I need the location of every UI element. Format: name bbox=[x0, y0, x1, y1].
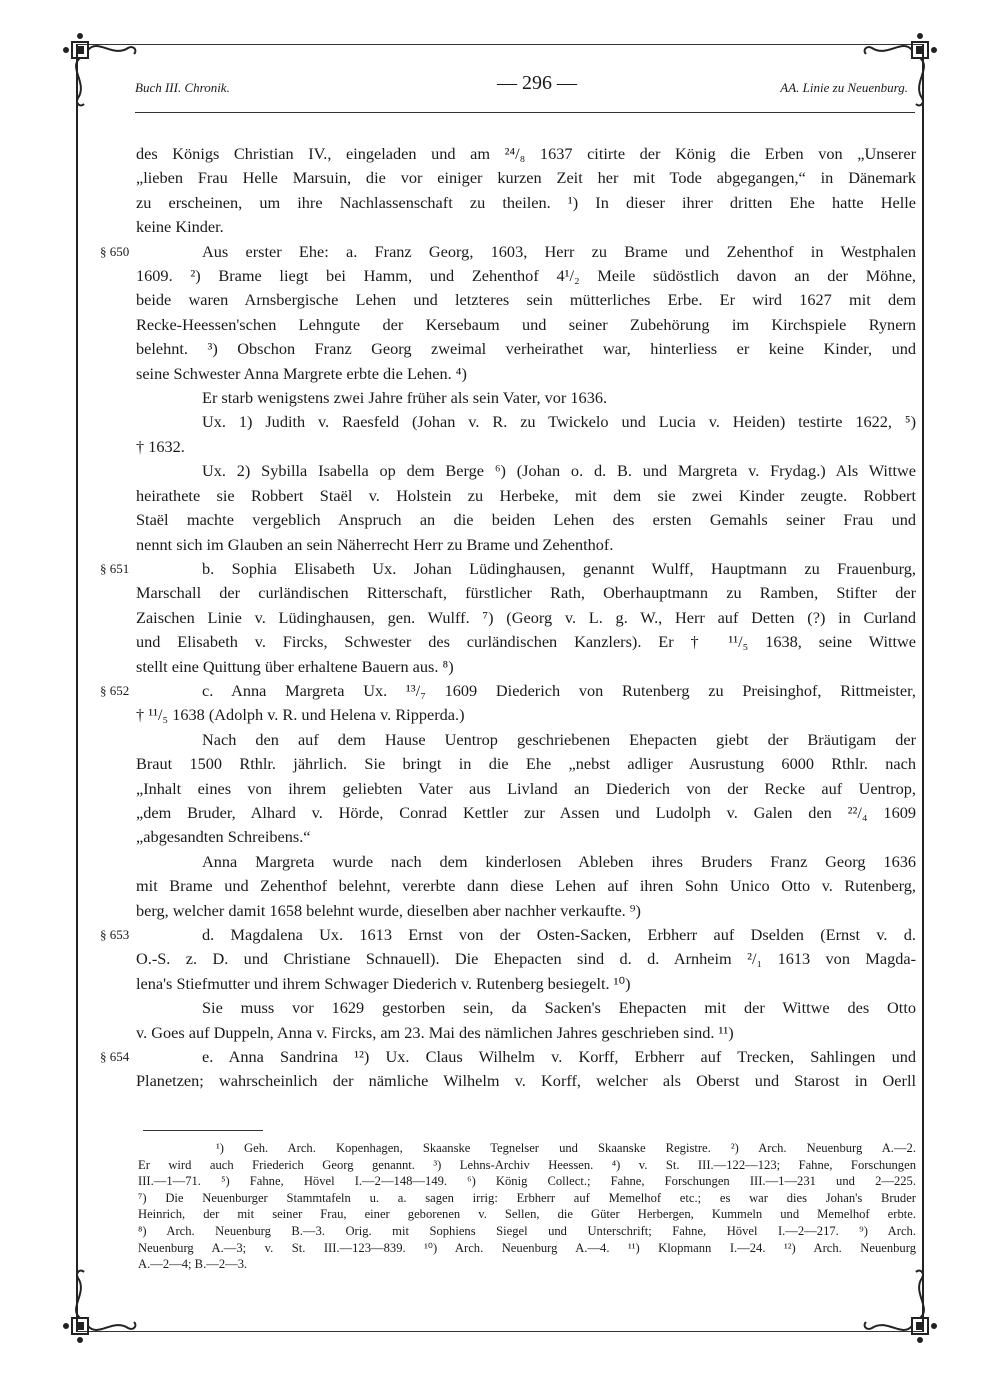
paragraph bbox=[136, 386, 916, 410]
footnote-line: Heinrich, der mit seiner Frau, einer geborenen v. Sellen, die Güter Herbergen, Kummeln und Memelhof erbte. bbox=[138, 1207, 916, 1222]
footnotes bbox=[138, 1140, 916, 1273]
paragraph-muss bbox=[136, 996, 916, 1045]
text-line: v. Goes auf Duppeln, Anna v. Fircks, am 23. Mai des nämlichen Jahres geschrieben sind. ¹¹) bbox=[136, 1022, 734, 1042]
paragraph-ux1 bbox=[136, 410, 916, 459]
text-line: Ux. 1) Judith v. Raesfeld (Johan v. R. zu Twickelo und Lucia v. Heiden) testirte 1622, ⁵) bbox=[202, 412, 916, 432]
text-line: Er starb wenigstens zwei Jahre früher als sein Vater, vor 1636. bbox=[202, 388, 608, 408]
footnote-line: ¹) Geh. Arch. Kopenhagen, Skaanske Tegnelser und Skaanske Registre. ²) Arch. Neuenburg A.—2. bbox=[216, 1141, 916, 1155]
text-line: „dem Bruder, Alhard v. Hörde, Conrad Kettler zur Assen und Ludolph v. Galen den ²²/₄ 1609 bbox=[136, 802, 916, 822]
text-line: Ux. 2) Sybilla Isabella op dem Berge ⁶) (Johan o. d. B. und Margreta v. Frydag.) Als Wittwe bbox=[202, 461, 916, 481]
section-652 bbox=[100, 679, 916, 728]
text-line: Staël machte vergeblich Anspruch an die beiden Lehen des ersten Gemahls seiner Frau und bbox=[136, 510, 916, 530]
section-651 bbox=[100, 557, 916, 679]
text-line: 1609. ²) Brame liegt bei Hamm, und Zehenthof 4¹/₂ Meile südöstlich davon an der Möhne, bbox=[136, 266, 916, 286]
footnote-line: Er wird auch Friederich Georg genannt. ³) Lehns-Archiv Heessen. ⁴) v. St. III.—122—123; Fahne, Forschungen bbox=[138, 1157, 916, 1172]
section-654 bbox=[100, 1045, 916, 1094]
paragraph bbox=[136, 142, 916, 240]
footnote-line: Neuenburg A.—3; v. St. III.—123—839. ¹⁰) Arch. Neuenburg A.—4. ¹¹) Klopmann I.—24. ¹²) Arch. Neuenburg bbox=[138, 1240, 916, 1255]
text-line: stellt eine Quittung über erhaltene Bauern aus. ⁸) bbox=[136, 656, 454, 676]
text-line: berg, welcher damit 1658 belehnt wurde, dieselben aber nachher verkaufte. ⁹) bbox=[136, 900, 641, 920]
text-line: c. Anna Margreta Ux. ¹³/₇ 1609 Diederich von Rutenberg zu Preisinghof, Rittmeister, bbox=[202, 680, 916, 700]
section-650 bbox=[100, 240, 916, 386]
text-line: beide waren Arnsbergische Lehen und letzteres sein mütterliches Erbe. Er wird 1627 mit dem bbox=[136, 290, 916, 310]
text-line: „Inhalt eines von ihrem geliebten Vater aus Livland an Diederich von der Recke auf Uentrop, bbox=[136, 778, 916, 798]
text-line: Aus erster Ehe: a. Franz Georg, 1603, Herr zu Brame und Zehenthof in Westphalen bbox=[202, 241, 916, 261]
text-line: e. Anna Sandrina ¹²) Ux. Claus Wilhelm v. Korff, Erbherr auf Trecken, Sahlingen und bbox=[202, 1047, 916, 1067]
footnote-line: ⁷) Die Neuenburger Stammtafeln u. a. sagen irrig: Erbherr auf Memelhof etc.; es war dies Johan's Bruder bbox=[138, 1190, 916, 1205]
section-number: § 651 bbox=[100, 560, 130, 576]
text-line: Zaischen Linie v. Lüdinghausen, gen. Wulff. ⁷) (Georg v. L. g. W., Herr auf Detten (?) in Curland bbox=[136, 607, 916, 627]
section-number: § 652 bbox=[100, 682, 130, 698]
paragraph-ehepacten bbox=[136, 728, 916, 850]
text-line: belehnt. ³) Obschon Franz Georg zweimal verheirathet war, hinterliess er keine Kinder, und bbox=[136, 339, 916, 359]
text-line: † 1632. bbox=[136, 436, 185, 456]
text-line: seine Schwester Anna Margrete erbte die Lehen. ⁴) bbox=[136, 363, 467, 383]
running-head bbox=[132, 72, 912, 102]
ornament-icon bbox=[58, 1258, 148, 1348]
text-line: zu erscheinen, um ihre Nachlassenschaft zu theilen. ¹) In dieser ihrer dritten Ehe hatte Helle bbox=[136, 192, 916, 212]
text-line: und Elisabeth v. Fircks, Schwester des curländischen Kanzlers). Er † ¹¹/₅ 1638, seine Wittwe bbox=[136, 632, 916, 652]
main-text bbox=[100, 142, 916, 1094]
running-head-right: AA. Linie zu Neuenburg. bbox=[780, 80, 908, 95]
text-line: „abgesandten Schreibens.“ bbox=[136, 827, 311, 847]
text-line: lena's Stiefmutter und ihrem Schwager Diederich v. Rutenberg besiegelt. ¹⁰) bbox=[136, 973, 631, 993]
text-line: Anna Margreta wurde nach dem kinderlosen Ableben ihres Bruders Franz Georg 1636 bbox=[202, 851, 916, 871]
paragraph-anna bbox=[136, 850, 916, 923]
footnote-line: A.—2—4; B.—2—3. bbox=[138, 1257, 248, 1272]
text-line: Sie muss vor 1629 gestorben sein, da Sacken's Ehepacten mit der Wittwe des Otto bbox=[202, 998, 916, 1018]
text-line: Braut 1500 Rthlr. jährlich. Sie bringt in die Ehe „nebst adliger Ausrustung 6000 Rthlr. nach bbox=[136, 754, 916, 774]
text-line: nennt sich im Glauben an sein Näherrecht Herr zu Brame und Zehenthof. bbox=[136, 534, 614, 554]
text-line: Planetzen; wahrscheinlich der nämliche Wilhelm v. Korff, welcher als Oberst und Starost in Oerll bbox=[136, 1071, 916, 1091]
paragraph-ux2 bbox=[136, 459, 916, 557]
text-line: b. Sophia Elisabeth Ux. Johan Lüdinghausen, genannt Wulff, Hauptmann zu Frauenburg, bbox=[202, 558, 916, 578]
header-rule bbox=[135, 112, 915, 113]
text-line: heirathete sie Robbert Staël v. Holstein zu Herbeke, mit dem sie zwei Kinder zeugte. Robbert bbox=[136, 485, 916, 505]
text-line: † ¹¹/₅ 1638 (Adolph v. R. und Helena v. Ripperda.) bbox=[136, 705, 465, 725]
section-number: § 650 bbox=[100, 243, 130, 259]
footnote-line: ⁸) Arch. Neuenburg B.—3. Orig. mit Sophiens Siegel und Unterschrift; Fahne, Hövel I.—2—217. ⁹) Arch. bbox=[138, 1223, 916, 1238]
footnote-rule bbox=[143, 1130, 263, 1131]
text-line: des Königs Christian IV., eingeladen und am ²⁴/₈ 1637 citirte der König die Erben von „Unserer bbox=[136, 144, 916, 163]
corner-ornament-bottom-left bbox=[58, 1258, 148, 1348]
text-line: mit Brame und Zehenthof belehnt, vererbte dann diese Lehen auf ihren Sohn Unico Otto v. Rutenberg, bbox=[136, 876, 916, 896]
footnote-line: III.—1—71. ⁵) Fahne, Hövel I.—2—148—149. ⁶) König Collect.; Fahne, Forschungen III.—1—231 und 2—225. bbox=[138, 1174, 916, 1189]
section-653 bbox=[100, 923, 916, 996]
page-number: — 296 — bbox=[497, 72, 577, 94]
text-line: „lieben Frau Helle Marsuin, die vor einiger kurzen Zeit her mit Tode abgegangen,“ in Dänemark bbox=[136, 168, 916, 188]
running-head-left: Buch III. Chronik. bbox=[135, 80, 230, 95]
text-line: Marschall der curländischen Ritterschaft, fürstlicher Rath, Oberhauptmann zu Ramben, Stifter der bbox=[136, 583, 916, 603]
text-line: d. Magdalena Ux. 1613 Ernst von der Osten-Sacken, Erbherr auf Dselden (Ernst v. d. bbox=[202, 925, 916, 944]
text-line: Recke-Heessen'schen Lehngute der Kersebaum und seiner Zubehörung im Kirchspiele Rynern bbox=[136, 314, 916, 334]
text-line: keine Kinder. bbox=[136, 217, 224, 237]
section-number: § 653 bbox=[100, 927, 130, 942]
text-line: Nach den auf dem Hause Uentrop geschriebenen Ehepacten giebt der Bräutigam der bbox=[202, 729, 916, 749]
section-number: § 654 bbox=[100, 1049, 130, 1065]
text-line: O.-S. z. D. und Christiane Schnauell). Die Ehepacten sind d. d. Arnheim ²/₁ 1613 von Magda- bbox=[136, 949, 916, 969]
